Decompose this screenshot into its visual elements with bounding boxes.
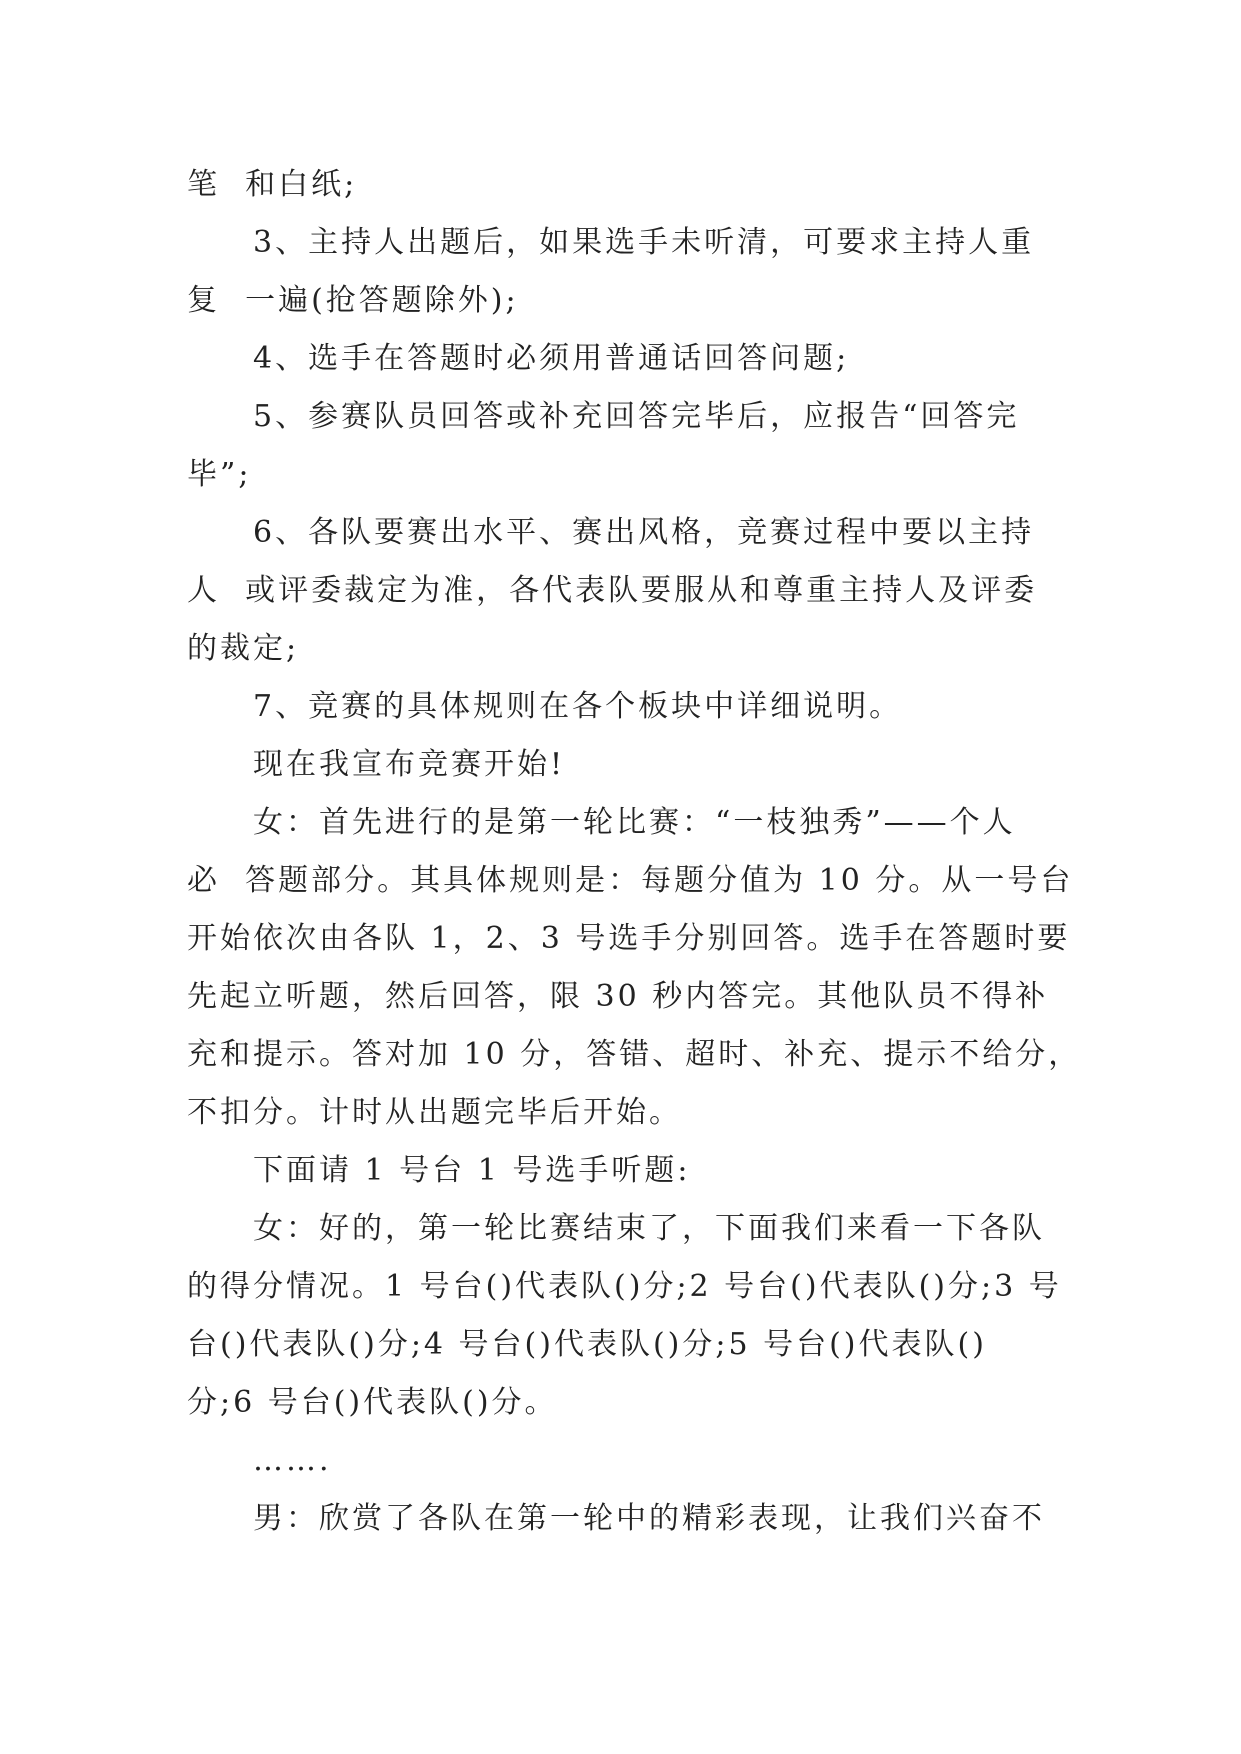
text-line: 开始依次由各队 1，2、3 号选手分别回答。选手在答题时要 — [187, 921, 1071, 956]
text-line: ……. — [253, 1443, 332, 1478]
text-line: 复 一遍(抢答题除外); — [187, 283, 519, 318]
text-line: 不扣分。计时从出题完毕后开始。 — [187, 1095, 682, 1130]
text-line: 6、各队要赛出水平、赛出风格，竞赛过程中要以主持 — [253, 515, 1035, 550]
text-line: 人 或评委裁定为准，各代表队要服从和尊重主持人及评委 — [187, 573, 1038, 608]
text-line: 必 答题部分。其具体规则是：每题分值为 10 分。从一号台 — [187, 863, 1074, 898]
text-line: 的裁定; — [187, 631, 300, 666]
text-line: 3、主持人出题后，如果选手未听清，可要求主持人重 — [253, 225, 1035, 260]
text-line: 毕”; — [187, 457, 252, 492]
text-line: 4、选手在答题时必须用普通话回答问题; — [253, 341, 850, 376]
text-line: 现在我宣布竞赛开始! — [253, 747, 566, 782]
text-line: 先起立听题，然后回答，限 30 秒内答完。其他队员不得补 — [187, 979, 1049, 1014]
text-line: 5、参赛队员回答或补充回答完毕后，应报告“回答完 — [253, 399, 1020, 434]
text-line: 男：欣赏了各队在第一轮中的精彩表现，让我们兴奋不 — [253, 1501, 1045, 1536]
text-line: 的得分情况。1 号台()代表队()分;2 号台()代表队()分;3 号 — [187, 1269, 1062, 1304]
text-line: 女：好的，第一轮比赛结束了，下面我们来看一下各队 — [253, 1211, 1045, 1246]
text-line: 充和提示。答对加 10 分，答错、超时、补充、提示不给分， — [187, 1037, 1082, 1072]
text-line: 女：首先进行的是第一轮比赛：“一枝独秀”——个人 — [253, 805, 1016, 840]
text-line: 笔 和白纸; — [187, 167, 358, 202]
document-body — [187, 156, 1082, 1548]
text-line: 7、竞赛的具体规则在各个板块中详细说明。 — [253, 689, 903, 724]
text-line: 台()代表队()分;4 号台()代表队()分;5 号台()代表队() — [187, 1327, 987, 1362]
text-line: 分;6 号台()代表队()分。 — [187, 1385, 558, 1420]
text-line: 下面请 1 号台 1 号选手听题: — [253, 1153, 691, 1188]
